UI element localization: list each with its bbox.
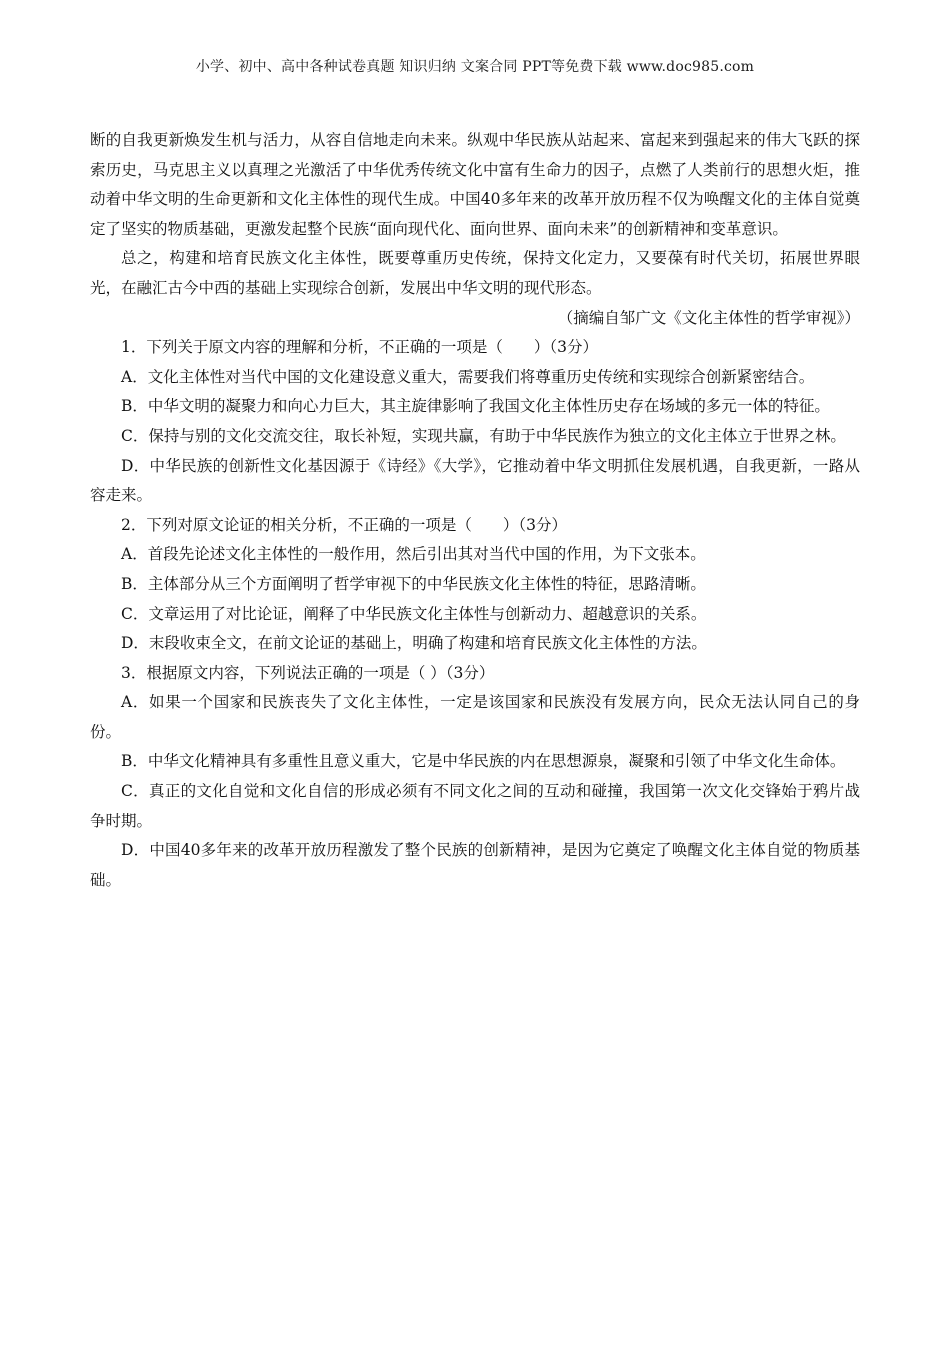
exam-content bbox=[90, 126, 860, 895]
question-option-a: A．首段先论述文化主体性的一般作用，然后引出其对当代中国的作用，为下文张本。 bbox=[121, 545, 706, 564]
question-stem: 1．下列关于原文内容的理解和分析，不正确的一项是（ ）（3分） bbox=[121, 338, 598, 357]
question-option-d: D．末段收束全文，在前文论证的基础上，明确了构建和培育民族文化主体性的方法。 bbox=[121, 634, 707, 653]
question-option-a: A．如果一个国家和民族丧失了文化主体性，一定是该国家和民族没有发展方向，民众无法认同自己的身份。 bbox=[90, 693, 860, 741]
question-stem: 2．下列对原文论证的相关分析，不正确的一项是（ ）（3分） bbox=[121, 515, 567, 534]
article-paragraph-conclusion: 总之，构建和培育民族文化主体性，既要尊重历史传统，保持文化定力，又要葆有时代关切，拓展世界眼光，在融汇古今中西的基础上实现综合创新，发展出中华文明的现代形态。 bbox=[90, 249, 860, 297]
question-2 bbox=[90, 511, 860, 659]
question-stem: 3．根据原文内容，下列说法正确的一项是（ ）（3分） bbox=[121, 663, 495, 682]
question-option-b: B．中华文化精神具有多重性且意义重大，它是中华民族的内在思想源泉，凝聚和引领了中华文化生命体。 bbox=[121, 752, 846, 771]
question-option-c: C．保持与别的文化交流交往，取长补短，实现共赢，有助于中华民族作为独立的文化主体立于世界之林。 bbox=[121, 426, 846, 445]
question-option-d: D．中国40多年来的改革开放历程激发了整个民族的创新精神，是因为它奠定了唤醒文化主体自觉的物质基础。 bbox=[90, 841, 860, 889]
question-option-c: C．文章运用了对比论证，阐释了中华民族文化主体性与创新动力、超越意识的关系。 bbox=[121, 604, 707, 623]
question-3 bbox=[90, 659, 860, 896]
question-1 bbox=[90, 333, 860, 511]
question-option-a: A．文化主体性对当代中国的文化建设意义重大，需要我们将尊重历史传统和实现综合创新紧密结合。 bbox=[121, 367, 815, 386]
question-option-d: D．中华民族的创新性文化基因源于《诗经》《大学》，它推动着中华文明抓住发展机遇，自我更新，一路从容走来。 bbox=[90, 456, 860, 505]
question-option-b: B．中华文明的凝聚力和向心力巨大，其主旋律影响了我国文化主体性历史存在场域的多元一体的特征。 bbox=[121, 397, 830, 416]
question-option-c: C．真正的文化自觉和文化自信的形成必须有不同文化之间的互动和碰撞，我国第一次文化交锋始于鸦片战争时期。 bbox=[90, 782, 860, 830]
article-paragraph-continuation: 断的自我更新焕发生机与活力，从容自信地走向未来。纵观中华民族从站起来、富起来到强起来的伟大飞跃的探索历史，马克思主义以真理之光激活了中华优秀传统文化中富有生命力的因子，点燃了人类前行的思想火炬，推动着中华文明的生命更新和文化主体性的现代生成。中国40多年来的改革开放历程不仅为唤醒文化的主体自觉奠定了坚实的物质基础，更激发起整个民族“面向现代化、面向世界、面向未来”的创新精神和变革意识。 bbox=[90, 131, 860, 238]
page-header-banner: 小学、初中、高中各种试卷真题 知识归纳 文案合同 PPT等免费下载 www.doc985.com bbox=[195, 59, 755, 75]
question-option-b: B．主体部分从三个方面阐明了哲学审视下的中华民族文化主体性的特征，思路清晰。 bbox=[121, 574, 706, 593]
article-source: （摘编自邹广文《文化主体性的哲学审视》） bbox=[557, 308, 860, 327]
